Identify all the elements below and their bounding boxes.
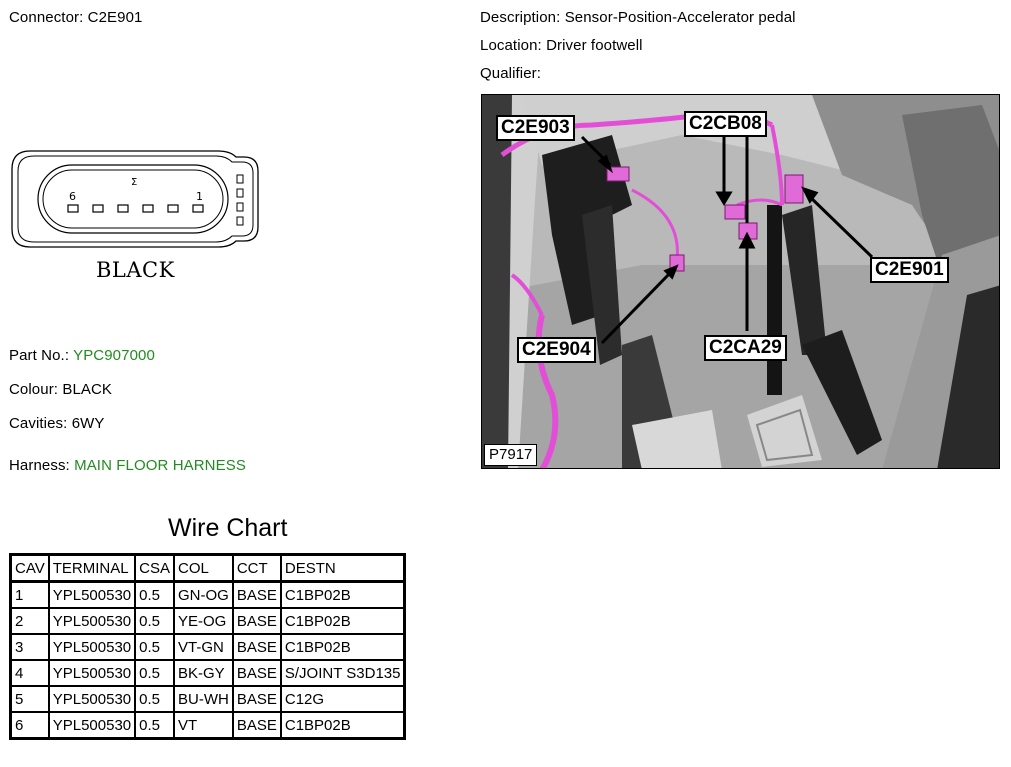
- cell-cav: 4: [11, 660, 49, 686]
- harness-label: Harness:: [9, 457, 70, 474]
- cavities-line: [9, 415, 105, 432]
- cell-csa: 0.5: [135, 582, 174, 609]
- cell-terminal: YPL500530: [49, 608, 135, 634]
- cell-terminal: YPL500530: [49, 582, 135, 609]
- cavity-1: [193, 205, 203, 212]
- cell-csa: 0.5: [135, 686, 174, 712]
- header-col: COL: [174, 555, 233, 582]
- cell-col: YE-OG: [174, 608, 233, 634]
- table-row: [11, 686, 405, 712]
- callout-c2cb08: C2CB08: [684, 111, 767, 137]
- connector-face-diagram: [8, 145, 270, 253]
- cell-col: VT: [174, 712, 233, 739]
- connector-value: C2E901: [87, 9, 143, 26]
- pin-first-number: 6: [69, 190, 76, 203]
- callout-c2e904: C2E904: [517, 337, 596, 363]
- cavities-value: 6WY: [71, 415, 105, 432]
- location-line: [480, 37, 643, 54]
- cell-col: GN-OG: [174, 582, 233, 609]
- harness-link[interactable]: MAIN FLOOR HARNESS: [74, 457, 246, 474]
- cell-destn: C12G: [281, 686, 405, 712]
- wire-chart-header-row: [11, 555, 405, 582]
- cell-csa: 0.5: [135, 660, 174, 686]
- cell-cav: 3: [11, 634, 49, 660]
- connector-label: Connector:: [9, 9, 84, 26]
- connector-line: [9, 9, 142, 26]
- photo-reference: P7917: [484, 444, 537, 466]
- part-no-line: [9, 347, 155, 364]
- location-photo: [481, 94, 1000, 469]
- cell-destn: C1BP02B: [281, 712, 405, 739]
- wire-chart-table: [9, 553, 406, 740]
- cell-csa: 0.5: [135, 712, 174, 739]
- cell-terminal: YPL500530: [49, 660, 135, 686]
- cell-cav: 2: [11, 608, 49, 634]
- location-value: Driver footwell: [546, 37, 643, 54]
- callout-c2e903: C2E903: [496, 115, 575, 141]
- colour-line: [9, 381, 112, 398]
- colour-value: BLACK: [62, 381, 113, 398]
- cell-destn: C1BP02B: [281, 608, 405, 634]
- table-row: [11, 660, 405, 686]
- cell-cav: 1: [11, 582, 49, 609]
- pin-last-number: 1: [196, 190, 203, 203]
- cell-col: BU-WH: [174, 686, 233, 712]
- part-no-label: Part No.:: [9, 347, 70, 364]
- cell-destn: S/JOINT S3D135: [281, 660, 405, 686]
- callout-c2ca29: C2CA29: [704, 335, 787, 361]
- table-row: [11, 634, 405, 660]
- cell-cct: BASE: [233, 660, 281, 686]
- cell-terminal: YPL500530: [49, 712, 135, 739]
- cell-cct: BASE: [233, 686, 281, 712]
- header-destn: DESTN: [281, 555, 405, 582]
- cell-destn: C1BP02B: [281, 634, 405, 660]
- cell-col: VT-GN: [174, 634, 233, 660]
- qualifier-label: Qualifier:: [480, 65, 542, 82]
- colour-label: Colour:: [9, 381, 59, 398]
- cell-cav: 6: [11, 712, 49, 739]
- description-label: Description:: [480, 9, 561, 26]
- description-value: Sensor-Position-Accelerator pedal: [564, 9, 796, 26]
- cell-terminal: YPL500530: [49, 634, 135, 660]
- cell-csa: 0.5: [135, 608, 174, 634]
- cavity-5: [93, 205, 103, 212]
- table-row: [11, 582, 405, 609]
- connector-color-label: BLACK: [96, 258, 175, 282]
- header-cct: CCT: [233, 555, 281, 582]
- cavity-3: [143, 205, 153, 212]
- location-label: Location:: [480, 37, 542, 54]
- cavity-6: [68, 205, 78, 212]
- cell-cct: BASE: [233, 608, 281, 634]
- cavity-4: [118, 205, 128, 212]
- header-cav: CAV: [11, 555, 49, 582]
- header-terminal: TERMINAL: [49, 555, 135, 582]
- cell-terminal: YPL500530: [49, 686, 135, 712]
- cell-cct: BASE: [233, 712, 281, 739]
- harness-line: [9, 457, 246, 474]
- cell-cav: 5: [11, 686, 49, 712]
- qualifier-line: [480, 65, 541, 82]
- cell-destn: C1BP02B: [281, 582, 405, 609]
- cell-csa: 0.5: [135, 634, 174, 660]
- cavity-2: [168, 205, 178, 212]
- sigma-symbol: Σ: [131, 177, 138, 188]
- cell-cct: BASE: [233, 582, 281, 609]
- callout-c2e901: C2E901: [870, 257, 949, 283]
- table-row: [11, 712, 405, 739]
- table-row: [11, 608, 405, 634]
- cell-col: BK-GY: [174, 660, 233, 686]
- description-line: [480, 9, 796, 26]
- cavities-label: Cavities:: [9, 415, 68, 432]
- part-no-link[interactable]: YPC907000: [73, 347, 155, 364]
- cell-cct: BASE: [233, 634, 281, 660]
- wire-chart-title: Wire Chart: [168, 514, 288, 542]
- header-csa: CSA: [135, 555, 174, 582]
